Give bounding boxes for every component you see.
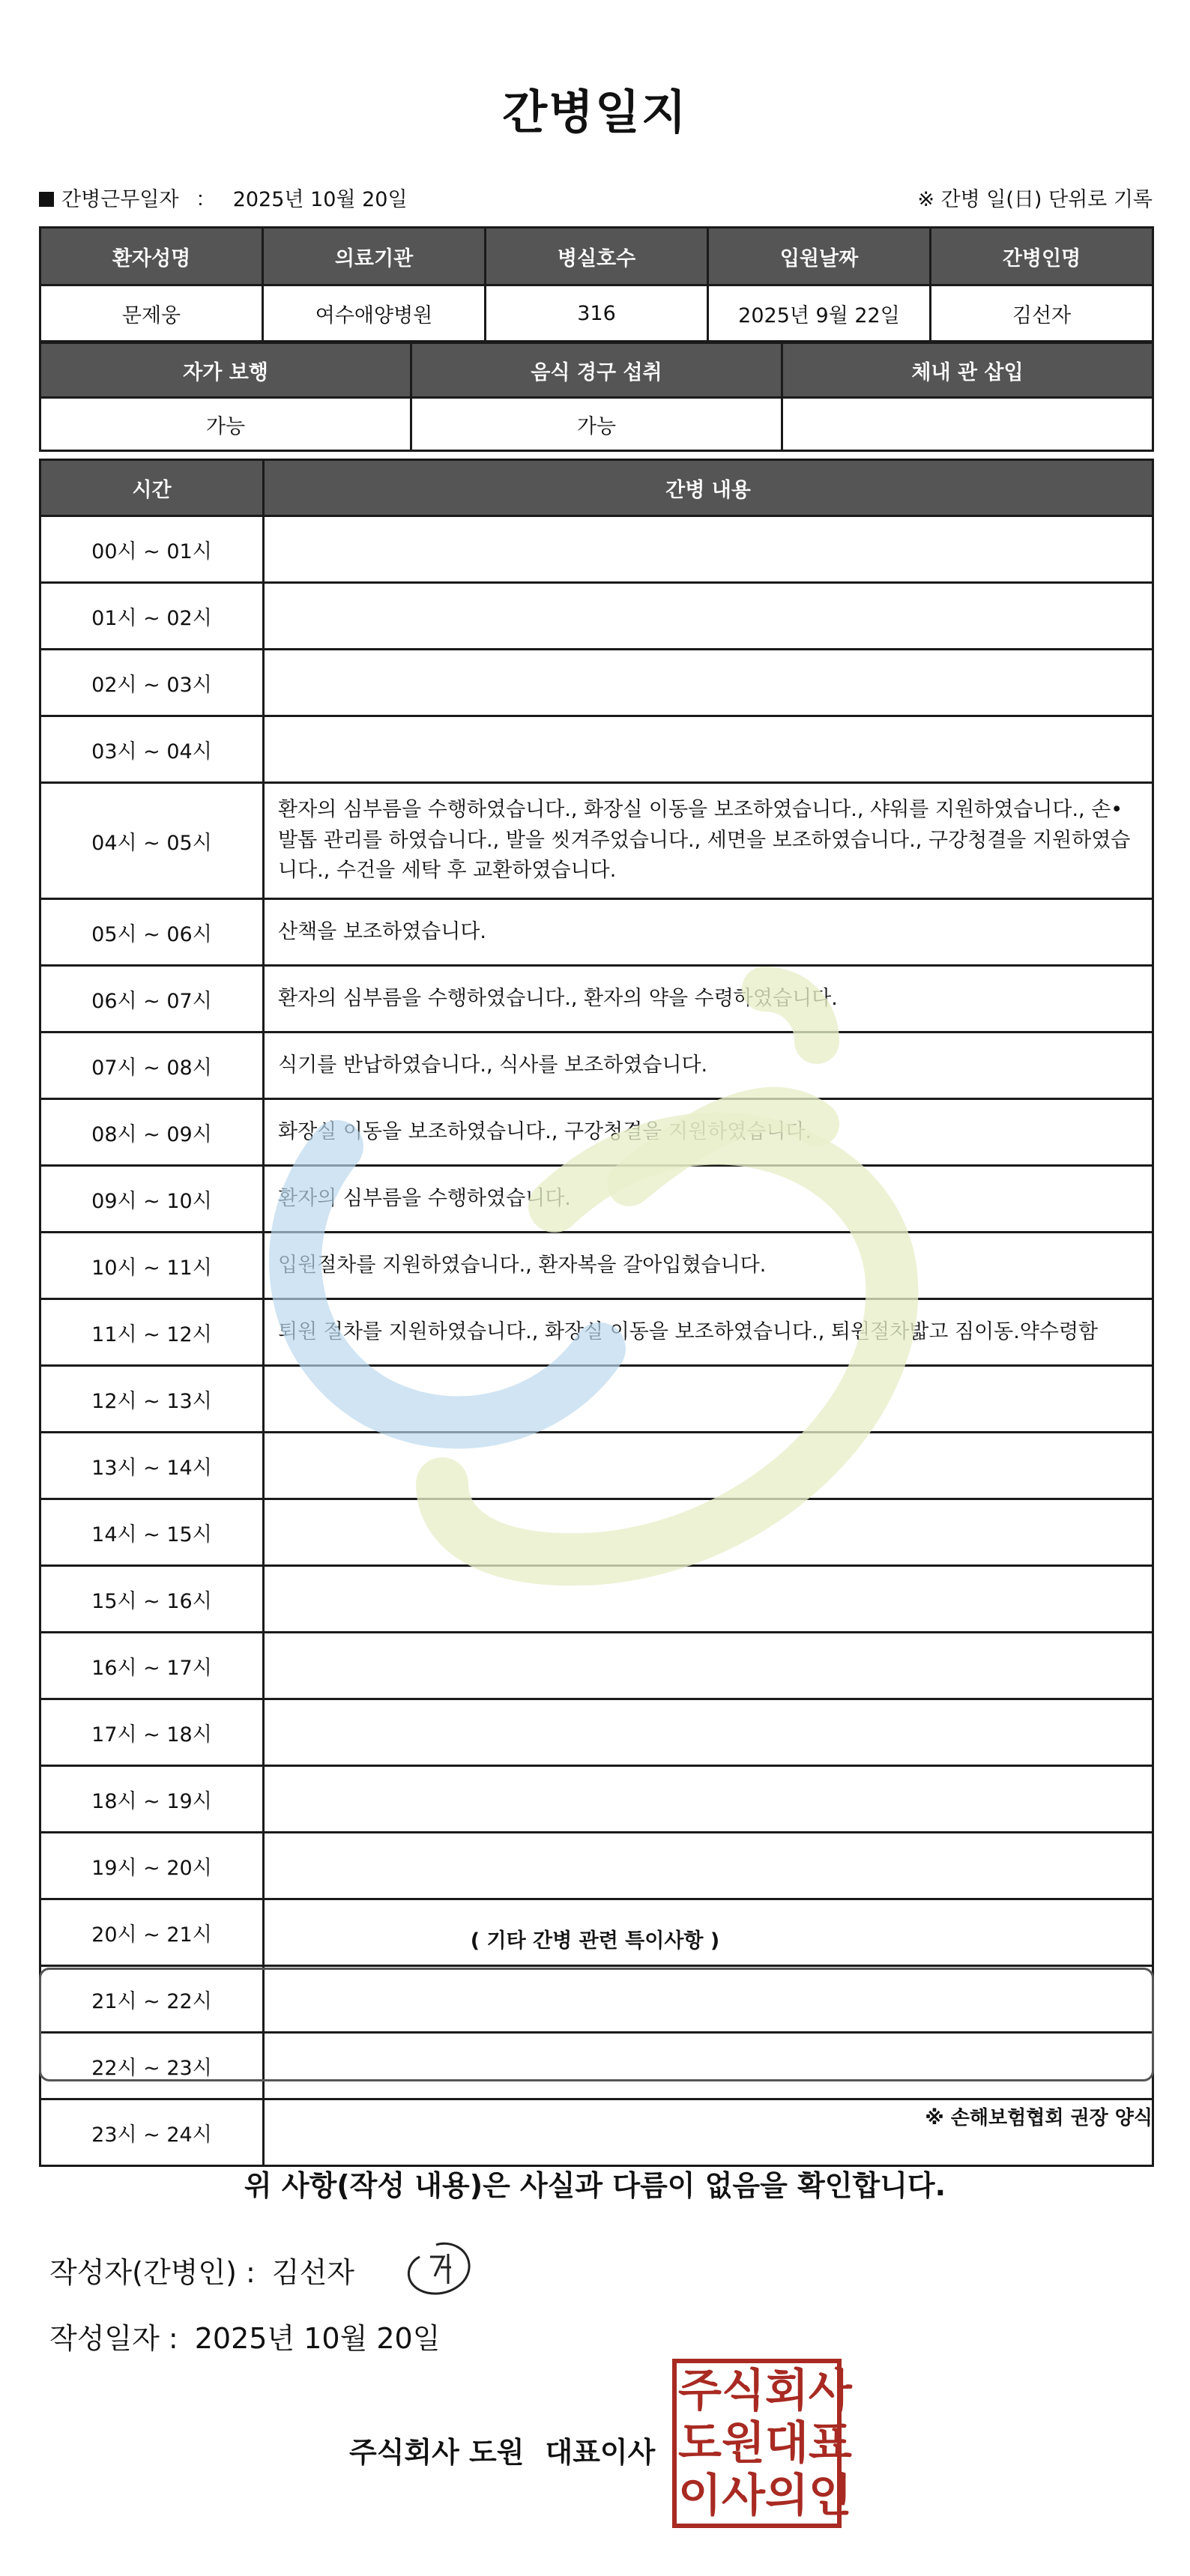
admission-date-header: 입원날짜 [708, 228, 931, 285]
time-cell: 13시 ~ 14시 [40, 1433, 264, 1499]
oral-intake-header: 음식 경구 섭취 [411, 343, 782, 398]
care-log-header-row [40, 460, 1153, 516]
time-cell: 04시 ~ 05시 [40, 783, 264, 899]
content-cell [264, 1699, 1153, 1766]
time-cell: 18시 ~ 19시 [40, 1766, 264, 1833]
ability-value-row [40, 398, 1153, 451]
patient-name-header: 환자성명 [40, 228, 263, 285]
content-cell [264, 1833, 1153, 1899]
page-title: 간병일지 [502, 85, 688, 139]
hospital-header: 의료기관 [263, 228, 486, 285]
seal-row-1 [678, 2365, 852, 2417]
remarks-box [39, 1968, 1154, 2081]
tube-insertion-value [782, 398, 1153, 451]
seal-char: 원 [721, 2417, 765, 2470]
self-walking-header: 자가 보행 [40, 343, 411, 398]
signature-icon [397, 2234, 480, 2302]
content-cell [264, 583, 1153, 650]
company-signature-line [349, 2429, 655, 2470]
caregiver-name-header: 간병인명 [931, 228, 1153, 285]
watermark-logo-icon [240, 959, 944, 1633]
content-cell: 환자의 심부름을 수행하였습니다. [264, 1166, 1153, 1233]
time-cell: 07시 ~ 08시 [40, 1032, 264, 1099]
write-date-row [49, 2315, 440, 2356]
table-row [40, 716, 1153, 783]
record-unit-note: ※ 간병 일(日) 단위로 기록 [917, 188, 1153, 211]
seal-char: 대 [764, 2417, 809, 2470]
content-cell [264, 650, 1153, 716]
write-date-label: 작성일자 : [49, 2322, 178, 2355]
admission-date-value: 2025년 9월 22일 [708, 285, 931, 342]
table-row [40, 650, 1153, 716]
seal-char: 이 [678, 2470, 722, 2522]
square-bullet-icon [39, 192, 54, 207]
patient-info-value-row [40, 285, 1153, 342]
time-cell: 20시 ~ 21시 [40, 1899, 264, 1966]
table-row [40, 583, 1153, 650]
table-row [40, 1766, 1153, 1833]
content-cell [264, 716, 1153, 783]
seal-char: 의 [764, 2470, 809, 2522]
time-cell: 23시 ~ 24시 [40, 2099, 264, 2166]
self-walking-value: 가능 [40, 398, 411, 451]
time-cell: 09시 ~ 10시 [40, 1166, 264, 1233]
writer-row [49, 2249, 354, 2291]
remarks-title: ( 기타 간병 관련 특이사항 ) [470, 1929, 720, 1953]
seal-char: 사 [808, 2365, 852, 2417]
confirmation-statement: 위 사항(작성 내용)은 사실과 다름이 없음을 확인합니다. [244, 2169, 946, 2202]
seal-char: 식 [721, 2365, 765, 2417]
content-cell [264, 1766, 1153, 1833]
content-cell: 환자의 심부름을 수행하였습니다., 환자의 약을 수령하였습니다. [264, 966, 1153, 1032]
work-date-label: 간병근무일자 [61, 188, 179, 211]
content-column-header: 간병 내용 [264, 460, 1153, 516]
time-cell: 19시 ~ 20시 [40, 1833, 264, 1899]
time-cell: 11시 ~ 12시 [40, 1299, 264, 1366]
content-cell: 화장실 이동을 보조하였습니다., 구강청결을 지원하였습니다. [264, 1099, 1153, 1166]
content-cell [264, 516, 1153, 583]
seal-row-3 [678, 2470, 852, 2522]
content-cell: 입원절차를 지원하였습니다., 환자복을 갈아입혔습니다. [264, 1233, 1153, 1299]
content-cell: 퇴원 절차를 지원하였습니다., 화장실 이동을 보조하였습니다., 퇴원절차밟고 짐이동.약수령함 [264, 1299, 1153, 1366]
content-cell [264, 1633, 1153, 1699]
work-date-separator: ： [196, 188, 217, 211]
write-date-value: 2025년 10월 20일 [194, 2322, 441, 2355]
room-number-header: 병실호수 [486, 228, 708, 285]
time-cell: 22시 ~ 23시 [40, 2033, 264, 2099]
work-date-row [39, 183, 408, 212]
writer-name: 김선자 [271, 2256, 354, 2289]
patient-info-table [39, 226, 1154, 342]
table-row [40, 1833, 1153, 1899]
writer-label: 작성자(간병인) : [49, 2256, 256, 2289]
ability-header-row [40, 343, 1153, 398]
content-cell: 식기를 반납하였습니다., 식사를 보조하였습니다. [264, 1032, 1153, 1099]
table-row [40, 783, 1153, 899]
work-date-value: 2025년 10월 20일 [232, 188, 408, 211]
seal-char: 회 [764, 2365, 809, 2417]
time-cell: 02시 ~ 03시 [40, 650, 264, 716]
seal-char: 사 [721, 2470, 765, 2522]
seal-char: 도 [678, 2417, 722, 2470]
time-cell: 10시 ~ 11시 [40, 1233, 264, 1299]
time-cell: 21시 ~ 22시 [40, 1966, 264, 2033]
representative-title: 대표이사 [545, 2436, 656, 2469]
seal-char: 인 [808, 2470, 852, 2522]
oral-intake-value: 가능 [411, 398, 782, 451]
time-column-header: 시간 [40, 460, 264, 516]
content-cell: 환자의 심부름을 수행하였습니다., 화장실 이동을 보조하였습니다., 샤워를 지원하였습니다., 손•발톱 관리를 하였습니다., 발을 씻겨주었습니다., 세면을 보조하였습니다., 구강청결을 지원하였습니다., 수건을 세탁 후 교환하였습니다. [264, 783, 1153, 899]
time-cell: 08시 ~ 09시 [40, 1099, 264, 1166]
time-cell: 15시 ~ 16시 [40, 1566, 264, 1633]
patient-name-value: 문제웅 [40, 285, 263, 342]
time-cell: 06시 ~ 07시 [40, 966, 264, 1032]
company-seal-stamp [672, 2359, 852, 2528]
caregiver-name-value: 김선자 [931, 285, 1153, 342]
time-cell: 12시 ~ 13시 [40, 1366, 264, 1433]
content-cell: 산책을 보조하였습니다. [264, 899, 1153, 966]
hospital-value: 여수애양병원 [263, 285, 486, 342]
tube-insertion-header: 체내 관 삽입 [782, 343, 1153, 398]
seal-char: 표 [808, 2417, 852, 2470]
table-row [40, 516, 1153, 583]
time-cell: 16시 ~ 17시 [40, 1633, 264, 1699]
company-name: 주식회사 도원 [349, 2436, 525, 2469]
recommended-form-note: ※ 손해보험협회 권장 양식 [925, 2107, 1153, 2129]
time-cell: 00시 ~ 01시 [40, 516, 264, 583]
time-cell: 05시 ~ 06시 [40, 899, 264, 966]
time-cell: 03시 ~ 04시 [40, 716, 264, 783]
time-cell: 01시 ~ 02시 [40, 583, 264, 650]
time-cell: 14시 ~ 15시 [40, 1499, 264, 1566]
seal-char: 주 [678, 2365, 722, 2417]
table-row [40, 899, 1153, 966]
time-cell: 17시 ~ 18시 [40, 1699, 264, 1766]
patient-ability-table [39, 342, 1154, 452]
seal-row-2 [678, 2417, 852, 2470]
table-row [40, 1699, 1153, 1766]
patient-info-header-row [40, 228, 1153, 285]
room-number-value: 316 [486, 285, 708, 342]
table-row [40, 1633, 1153, 1699]
